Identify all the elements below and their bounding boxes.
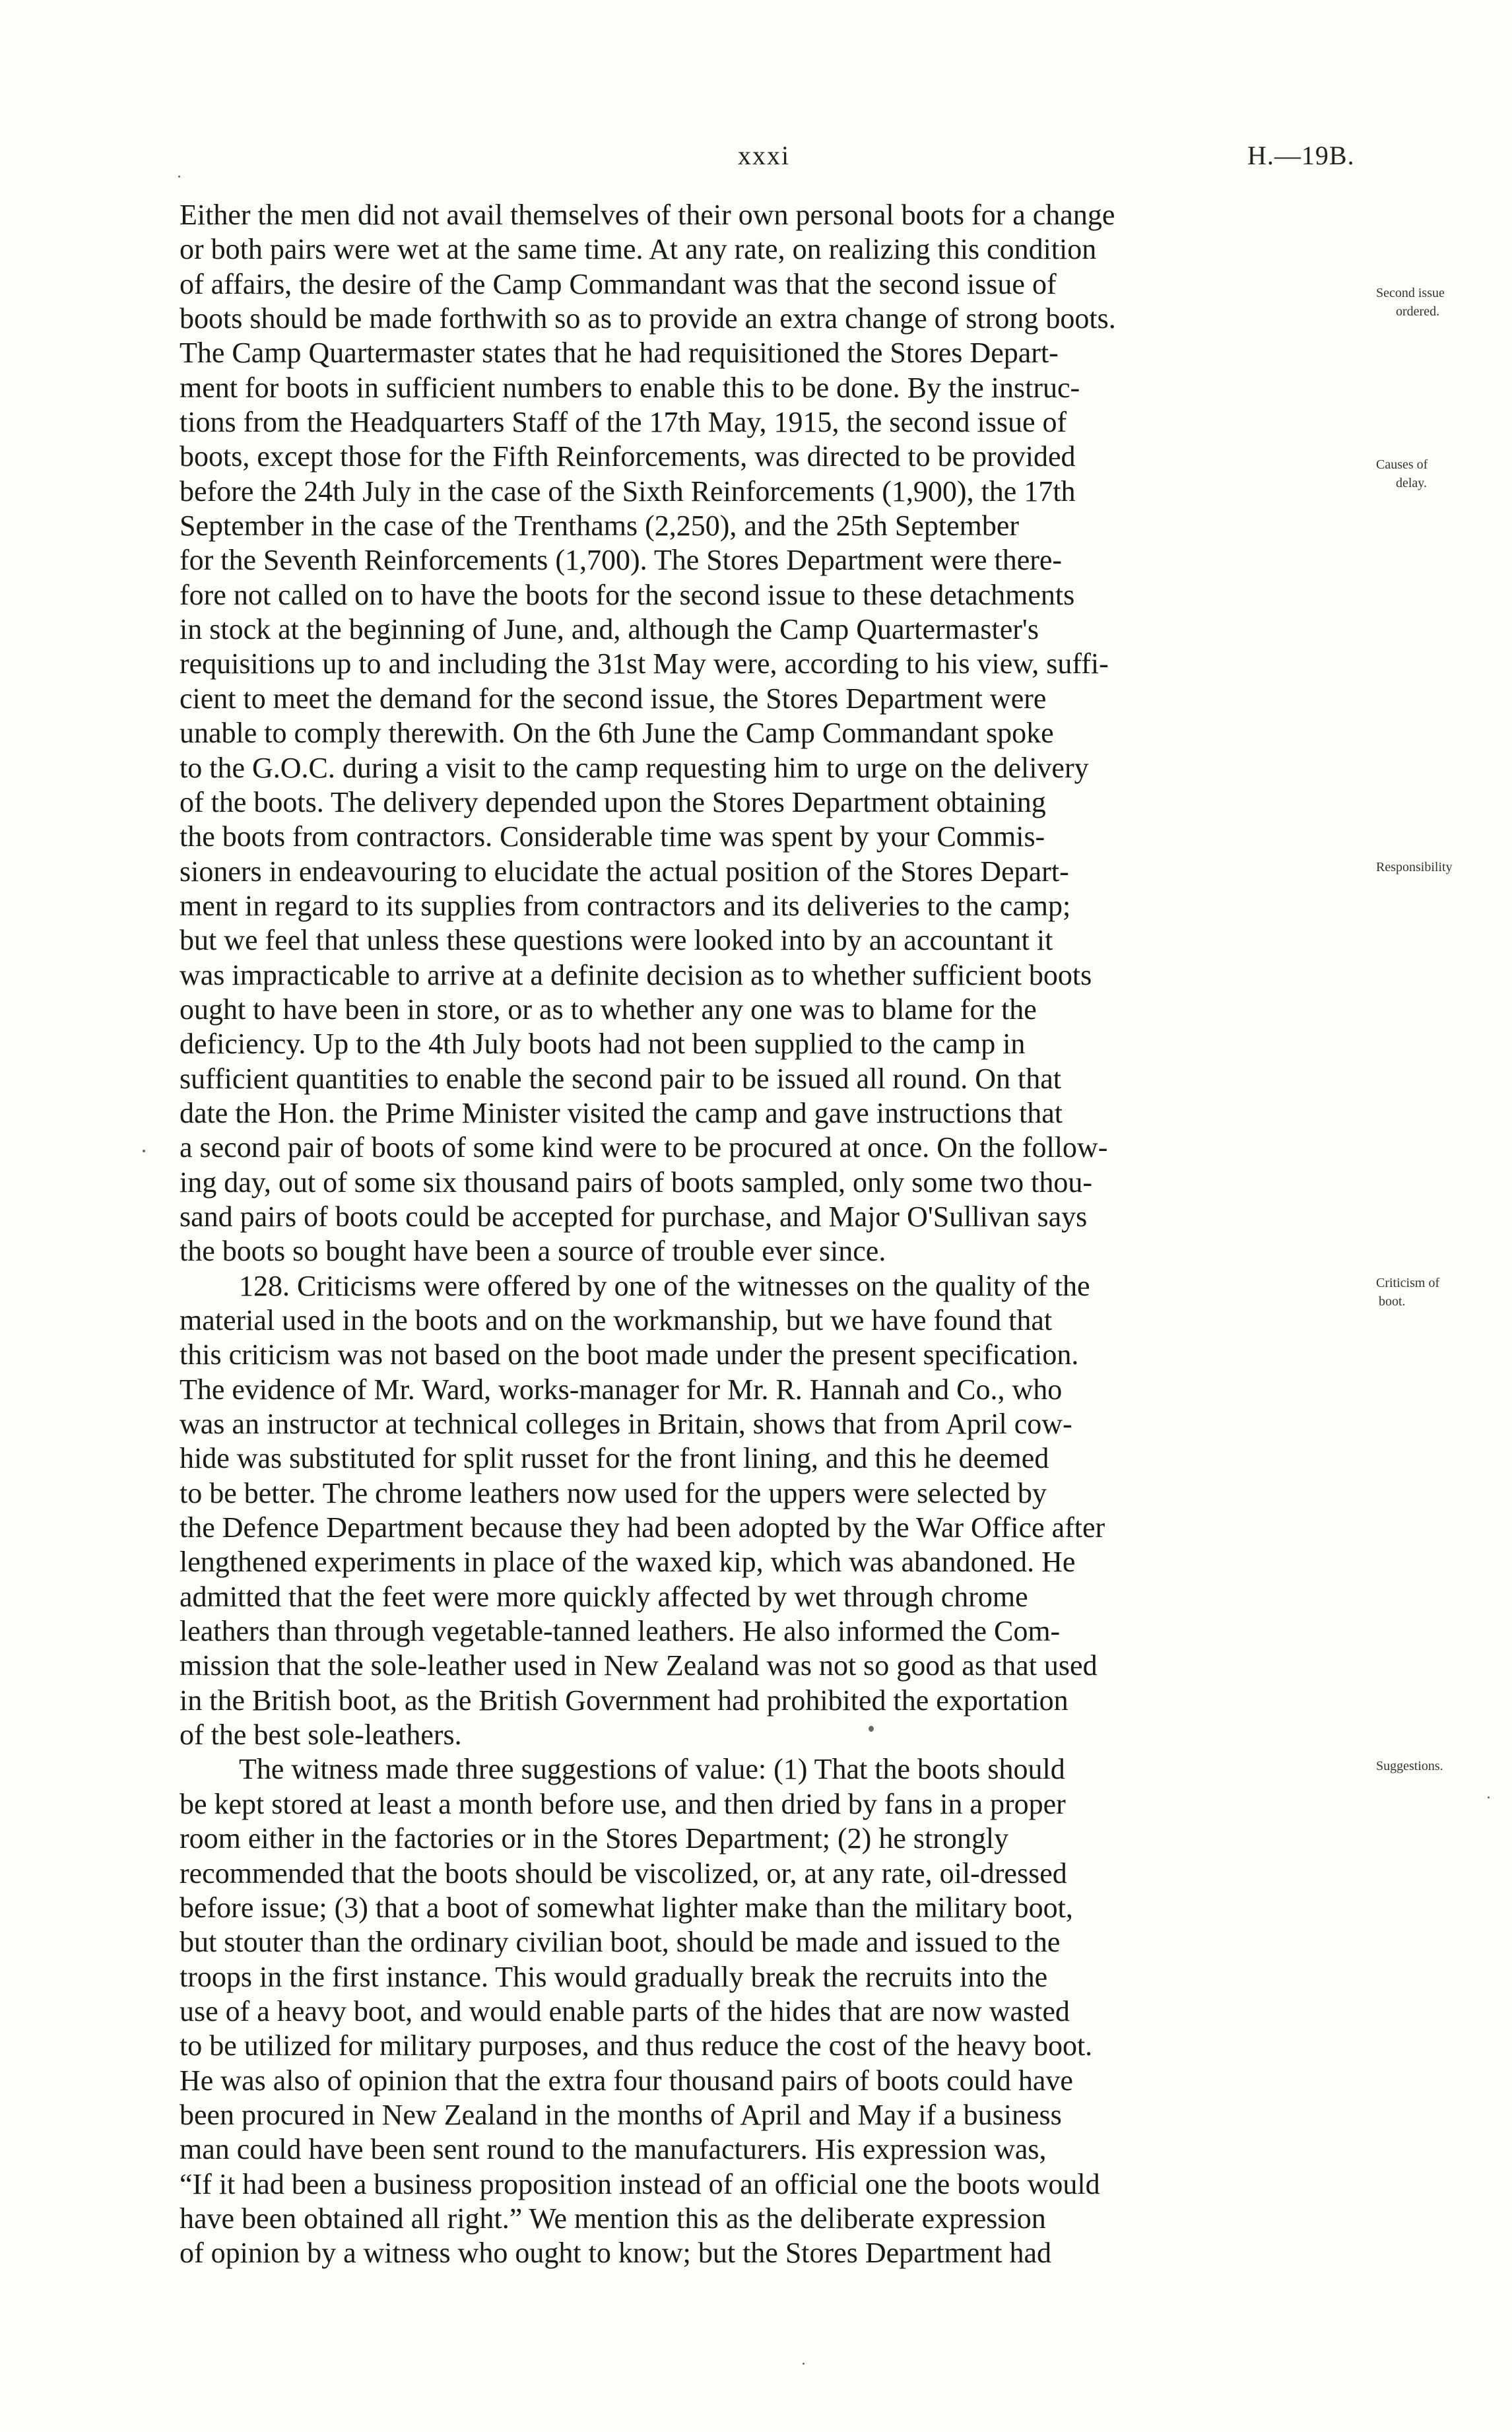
text-line: of affairs, the desire of the Camp Commandant was that the second issue of: [180, 267, 1057, 300]
text-line: September in the case of the Trenthams (2,250), and the 25th September: [180, 509, 1020, 542]
page-number: xxxi: [738, 141, 791, 170]
document-reference: H.—19B.: [1247, 141, 1355, 170]
margin-note-line: Responsibility: [1376, 860, 1453, 874]
scan-speck: [143, 1150, 145, 1152]
text-line: ment in regard to its supplies from contractors and its deliveries to the camp;: [180, 889, 1071, 922]
margin-note-criticism-of-boot: [1376, 1274, 1508, 1311]
text-line: date the Hon. the Prime Minister visited the camp and gave instructions that: [180, 1096, 1063, 1129]
text-line: of the best sole-leathers.: [180, 1719, 462, 1752]
margin-note-second-issue: [1376, 284, 1508, 321]
text-line: but we feel that unless these questions were looked into by an accountant it: [180, 924, 1053, 957]
text-line: was an instructor at technical colleges in Britain, shows that from April cow-: [180, 1408, 1072, 1441]
text-line: of the boots. The delivery depended upon the Stores Department obtaining: [180, 785, 1046, 818]
text-line: admitted that the feet were more quickly affected by wet through chrome: [180, 1580, 1028, 1613]
text-line: to be utilized for military purposes, and thus reduce the cost of the heavy boot.: [180, 2029, 1093, 2062]
scan-speck: [803, 2363, 805, 2365]
text-line: The Camp Quartermaster states that he had requisitioned the Stores Depart-: [180, 337, 1059, 370]
text-line: sand pairs of boots could be accepted for purchase, and Major O'Sullivan says: [180, 1200, 1088, 1233]
text-line: in stock at the beginning of June, and, although the Camp Quartermaster's: [180, 613, 1039, 646]
text-line: “If it had been a business proposition instead of an official one the boots would: [180, 2167, 1100, 2200]
text-line: Either the men did not avail themselves of their own personal boots for a change: [180, 199, 1115, 231]
text-line: to the G.O.C. during a visit to the camp requesting him to urge on the delivery: [180, 751, 1089, 784]
text-line: unable to comply therewith. On the 6th June the Camp Commandant spoke: [180, 717, 1054, 750]
text-line: but stouter than the ordinary civilian boot, should be made and issued to the: [180, 1926, 1061, 1959]
margin-note-line: ordered.: [1396, 304, 1440, 319]
text-line: room either in the factories or in the Stores Department; (2) he strongly: [180, 1822, 1009, 1855]
text-line: ing day, out of some six thousand pairs of boots sampled, only some two thou-: [180, 1166, 1093, 1199]
text-line: ment for boots in sufficient numbers to enable this to be done. By the instruc-: [180, 371, 1080, 404]
margin-note-line: Second issue: [1376, 286, 1445, 300]
text-line: lengthened experiments in place of the waxed kip, which was abandoned. He: [180, 1546, 1076, 1579]
paragraph-start-suggestions: The witness made three suggestions of value: (1) That the boots should: [239, 1753, 1065, 1786]
text-line: of opinion by a witness who ought to know; but the Stores Department had: [180, 2237, 1052, 2270]
text-line: this criticism was not based on the boot made under the present specification.: [180, 1338, 1079, 1371]
text-line: recommended that the boots should be viscolized, or, at any rate, oil-dressed: [180, 1857, 1067, 1890]
text-line: be kept stored at least a month before use, and then dried by fans in a proper: [180, 1787, 1066, 1820]
scan-speck: [178, 176, 180, 178]
text-line: sioners in endeavouring to elucidate the actual position of the Stores Depart-: [180, 855, 1069, 888]
text-line: was impracticable to arrive at a definite decision as to whether sufficient boots: [180, 958, 1092, 991]
text-line: have been obtained all right.” We mention this as the deliberate expression: [180, 2202, 1046, 2235]
margin-note-line: Criticism of: [1376, 1276, 1440, 1290]
text-line: hide was substituted for split russet for the front lining, and this he deemed: [180, 1442, 1049, 1475]
text-line: a second pair of boots of some kind were to be procured at once. On the follow-: [180, 1131, 1108, 1164]
text-line: material used in the boots and on the workmanship, but we have found that: [180, 1304, 1053, 1336]
margin-note-responsibility: [1376, 858, 1508, 876]
margin-note-line: delay.: [1396, 476, 1428, 490]
text-line: The evidence of Mr. Ward, works-manager for Mr. R. Hannah and Co., who: [180, 1373, 1063, 1406]
text-line: sufficient quantities to enable the second pair to be issued all round. On that: [180, 1062, 1061, 1095]
text-line: cient to meet the demand for the second issue, the Stores Department were: [180, 682, 1047, 715]
text-line: boots, except those for the Fifth Reinforcements, was directed to be provided: [180, 440, 1076, 473]
text-line: for the Seventh Reinforcements (1,700). The Stores Department were there-: [180, 544, 1063, 577]
text-line: before issue; (3) that a boot of somewhat lighter make than the military boot,: [180, 1891, 1073, 1924]
margin-note-line: boot.: [1379, 1294, 1406, 1309]
text-line: ought to have been in store, or as to whether any one was to blame for the: [180, 993, 1037, 1026]
margin-note-line: Suggestions.: [1376, 1759, 1443, 1773]
text-line: mission that the sole-leather used in New Zealand was not so good as that used: [180, 1649, 1098, 1682]
text-line: deficiency. Up to the 4th July boots had not been supplied to the camp in: [180, 1028, 1026, 1061]
text-line: leathers than through vegetable-tanned leathers. He also informed the Com-: [180, 1615, 1061, 1648]
text-line: in the British boot, as the British Government had prohibited the exportation: [180, 1684, 1068, 1717]
text-line: the boots from contractors. Considerable time was spent by your Commis-: [180, 820, 1045, 853]
scan-speck: [1488, 1796, 1490, 1798]
text-line: the Defence Department because they had been adopted by the War Office after: [180, 1511, 1105, 1544]
text-line: boots should be made forthwith so as to provide an extra change of strong boots.: [180, 302, 1116, 335]
margin-note-suggestions: [1376, 1757, 1508, 1775]
text-line: use of a heavy boot, and would enable parts of the hides that are now wasted: [180, 1994, 1070, 2027]
body-text: [180, 198, 1367, 2271]
text-line: or both pairs were wet at the same time. At any rate, on realizing this condition: [180, 233, 1097, 266]
text-line: fore not called on to have the boots for the second issue to these detachments: [180, 578, 1075, 611]
text-line: the boots so bought have been a source of trouble ever since.: [180, 1235, 886, 1268]
text-line: He was also of opinion that the extra four thousand pairs of boots could have: [180, 2064, 1073, 2097]
text-line: man could have been sent round to the manufacturers. His expression was,: [180, 2133, 1047, 2166]
text-line: before the 24th July in the case of the Sixth Reinforcements (1,900), the 17th: [180, 475, 1076, 508]
margin-note-causes-of-delay: [1376, 455, 1508, 492]
text-line: to be better. The chrome leathers now used for the uppers were selected by: [180, 1476, 1047, 1509]
text-line: requisitions up to and including the 31st May were, according to his view, suffi-: [180, 647, 1109, 680]
margin-note-line: Causes of: [1376, 457, 1428, 472]
text-line: tions from the Headquarters Staff of the 17th May, 1915, the second issue of: [180, 406, 1067, 439]
text-line: troops in the first instance. This would gradually break the recruits into the: [180, 1960, 1048, 1993]
text-line: been procured in New Zealand in the months of April and May if a business: [180, 2098, 1062, 2131]
paragraph-start-128: 128. Criticisms were offered by one of the witnesses on the quality of the: [239, 1269, 1090, 1302]
ink-blot: [869, 1726, 874, 1732]
